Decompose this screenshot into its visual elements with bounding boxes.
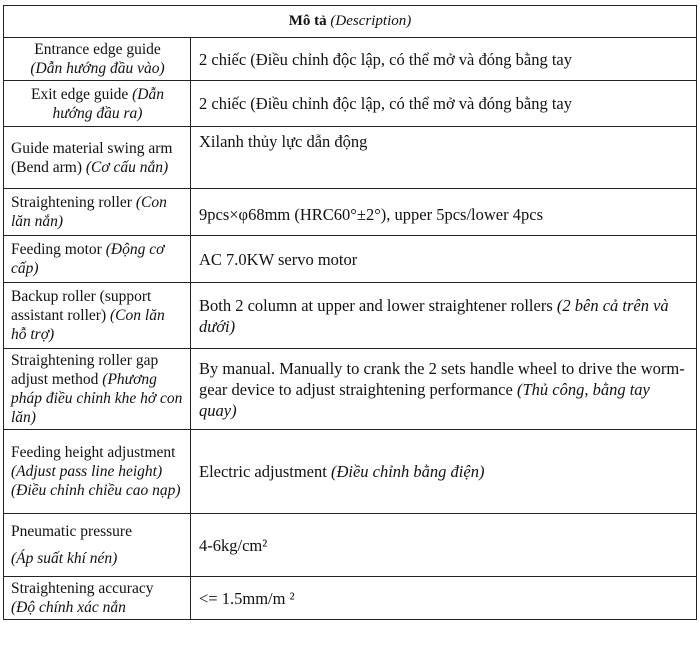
spec-label-vi: (Adjust pass line height) (Điều chỉnh chiều cao nạp) bbox=[11, 463, 181, 499]
spec-label-vi: (Áp suất khí nén) bbox=[11, 550, 118, 567]
spec-value bbox=[191, 189, 697, 236]
table-row bbox=[4, 38, 697, 81]
spec-value bbox=[191, 514, 697, 577]
spec-value bbox=[191, 430, 697, 514]
table-row bbox=[4, 283, 697, 349]
spec-label-en: Straightening roller gap adjust method bbox=[11, 352, 159, 388]
spec-label-vi: (Con lăn nắn) bbox=[11, 194, 167, 230]
spec-value bbox=[191, 577, 697, 620]
spec-label bbox=[4, 189, 191, 236]
table-row bbox=[4, 430, 697, 514]
spec-label bbox=[4, 283, 191, 349]
spec-value-text: Electric adjustment bbox=[199, 462, 327, 481]
spec-label-en: Guide material swing arm (Bend arm) bbox=[11, 139, 173, 176]
spec-table bbox=[3, 5, 697, 620]
spec-value-vi: (2 bên cả trên và dưới) bbox=[199, 295, 669, 336]
spec-label bbox=[4, 81, 191, 127]
spec-value bbox=[191, 127, 697, 189]
spec-label bbox=[4, 236, 191, 283]
table-row bbox=[4, 81, 697, 127]
table-header-row bbox=[4, 6, 697, 38]
spec-value-text: Xilanh thủy lực dẫn động bbox=[199, 132, 368, 151]
spec-label-vi: (Dẫn hướng đầu vào) bbox=[30, 60, 165, 77]
spec-value bbox=[191, 81, 697, 127]
spec-value-vi: (Thủ công, bằng tay quay) bbox=[199, 379, 650, 420]
spec-value-text: 4-6kg/cm² bbox=[199, 535, 268, 555]
table-row bbox=[4, 349, 697, 430]
spec-value-text: 2 chiếc (Điều chỉnh độc lập, có thể mở và đóng bằng tay bbox=[199, 94, 572, 113]
spec-label-en: Exit edge guide bbox=[30, 85, 129, 103]
spec-value-vi: (Điều chỉnh bằng điện) bbox=[330, 462, 485, 481]
spec-label bbox=[4, 430, 191, 514]
spec-label-en: Backup roller (support assistant roller) bbox=[11, 288, 152, 324]
table-row bbox=[4, 127, 697, 189]
spec-value bbox=[191, 283, 697, 349]
spec-label bbox=[4, 577, 191, 620]
spec-label bbox=[4, 127, 191, 189]
spec-label-en: Straightening roller bbox=[11, 194, 132, 211]
spec-label-en: Pneumatic pressure bbox=[11, 523, 132, 540]
table-row bbox=[4, 189, 697, 236]
spec-label-vi: (Động cơ cấp) bbox=[11, 241, 165, 277]
spec-label bbox=[4, 38, 191, 81]
spec-value-text: AC 7.0KW servo motor bbox=[199, 249, 358, 269]
spec-value-text: 2 chiếc (Điều chỉnh độc lập, có thể mở và đóng bằng tay bbox=[199, 49, 572, 69]
spec-value bbox=[191, 349, 697, 430]
table-row bbox=[4, 577, 697, 620]
spec-label bbox=[4, 349, 191, 430]
spec-label-en: Straightening accuracy bbox=[11, 580, 154, 597]
spec-label-en: Feeding motor bbox=[11, 241, 102, 258]
table-row bbox=[4, 236, 697, 283]
header-title-en: (Description) bbox=[330, 13, 412, 29]
spec-label-en: Entrance edge guide bbox=[34, 41, 161, 58]
spec-label-vi: (Dẫn hướng đầu ra) bbox=[52, 85, 164, 122]
spec-label bbox=[4, 514, 191, 577]
header-title: Mô tả bbox=[288, 13, 327, 29]
spec-value bbox=[191, 236, 697, 283]
spec-label-en: Feeding height adjustment bbox=[11, 444, 176, 461]
table-row bbox=[4, 514, 697, 577]
spec-label-vi: (Cơ cấu nắn) bbox=[85, 158, 169, 176]
spec-value bbox=[191, 38, 697, 81]
table-header bbox=[4, 6, 697, 38]
spec-value-text: Both 2 column at upper and lower straightener rollers bbox=[199, 295, 553, 315]
spec-label-vi: (Phương pháp điều chỉnh khe hở con lăn) bbox=[11, 371, 183, 426]
spec-value-text: <= 1.5mm/m ² bbox=[199, 588, 295, 608]
spec-label-vi: (Độ chính xác nắn bbox=[11, 599, 126, 616]
spec-value-text: By manual. Manually to crank the 2 sets handle wheel to drive the worm-gear device to adjust straightening performance bbox=[199, 358, 685, 399]
spec-label-vi: (Con lăn hỗ trợ) bbox=[11, 307, 165, 343]
spec-value-text: 9pcs×φ68mm (HRC60°±2°), upper 5pcs/lower 4pcs bbox=[199, 204, 543, 224]
